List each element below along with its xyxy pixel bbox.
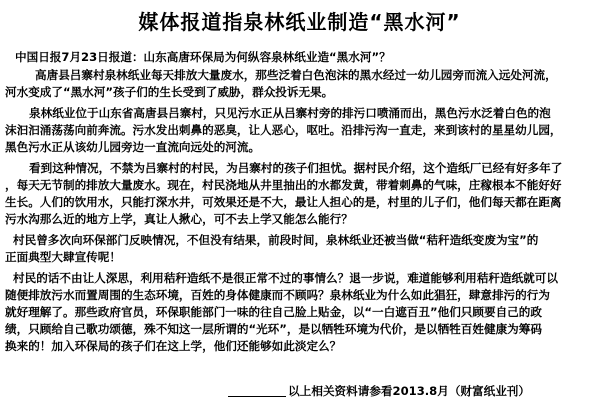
paragraph-line: 看到这种情况，不禁为吕寨村的村民，为吕寨村的孩子们担忧。据村民介绍，这个造纸厂已经有好多年了 xyxy=(29,161,563,175)
underline-blank xyxy=(228,396,286,397)
source-note xyxy=(0,383,600,400)
page-title: 媒体报道指泉林纸业制造“黑水河” xyxy=(138,10,461,34)
paragraph-line: 正面典型大肆宣传呢！ xyxy=(5,250,121,264)
paragraph-2 xyxy=(5,105,594,156)
paragraph-line: 高唐县吕寨村泉林纸业每天排放大量废水，那些泛着白色泡沫的黑水经过一幼儿园旁而流入远处河流， xyxy=(35,68,557,82)
paragraph-line: 绩，只顾给自己歌功颂德，殊不知这一层所谓的“光环”，是以牺牲环境为代价，是以牺牲百姓健康为筹码 xyxy=(5,322,542,336)
paragraph-1 xyxy=(5,67,594,101)
paragraph-line: 随便排放污水而置周围的生态环境，百姓的身体健康而不顾吗？泉林纸业为什么如此猖狂，肆意排污的行为 xyxy=(5,288,550,302)
paragraph-line: 村民的话不由让人深思，利用秸秆造纸不是很正常不过的事情么？退一步说，难道能够利用秸秆造纸就可以 xyxy=(13,271,558,285)
paragraph-5 xyxy=(5,270,594,355)
paragraph-line: 河水变成了“黑水河”孩子们的生长受到了威胁，群众投诉无果。 xyxy=(5,85,334,99)
paragraph-line: 污水沟那么近的地方上学，真让人揪心，可不去上学又能怎么能行？ xyxy=(5,212,353,226)
paragraph-3 xyxy=(5,160,594,228)
paragraph-line: 泉林纸业位于山东省高唐县吕寨村，只见污水正从吕寨村旁的排污口喷涌而出，黑色污水泛着白色的泡 xyxy=(29,106,551,120)
source-note-text: 以上相关资料请参看2013.8月（财富纸业刊） xyxy=(288,384,530,398)
paragraph-line: 生长。人们的饮用水，只能打深水井，可效果还是不大，最让人担心的是，村里的儿子们，他们每天都在距离 xyxy=(5,195,562,209)
paragraph-line: 黑色污水正从该幼儿园旁边一直流向远处的河流。 xyxy=(5,140,261,154)
paragraph-4 xyxy=(5,232,594,266)
paragraph-line: ，每天无节制的排放大量废水。现在，村民浇地从井里抽出的水都发黄，带着刺鼻的气味，庄稼根本不能好好 xyxy=(5,178,562,192)
paragraph-line: 就好理解了。那些政府官员，环保职能部门一味的往自己脸上贴金，以“一白遮百丑”他们只顾要自己的政 xyxy=(5,305,542,319)
paragraph-line: 村民曾多次向环保部门反映情况，不但没有结果，前段时间，泉林纸业还被当做“秸秆造纸变废为宝”的 xyxy=(13,233,539,247)
lead-line: 中国日报7月23日报道：山东高唐环保局为何纵容泉林纸业造“黑水河”？ xyxy=(15,50,391,64)
paragraph-line: 沫汩汩涌荡荡向前奔流。污水发出刺鼻的恶臭，让人恶心，呕吐。沿排污沟一直走，来到该村的星星幼儿园， xyxy=(5,123,562,137)
paragraph-line: 换来的！加入环保局的孩子们在这上学，他们还能够如此淡定么？ xyxy=(5,339,342,353)
